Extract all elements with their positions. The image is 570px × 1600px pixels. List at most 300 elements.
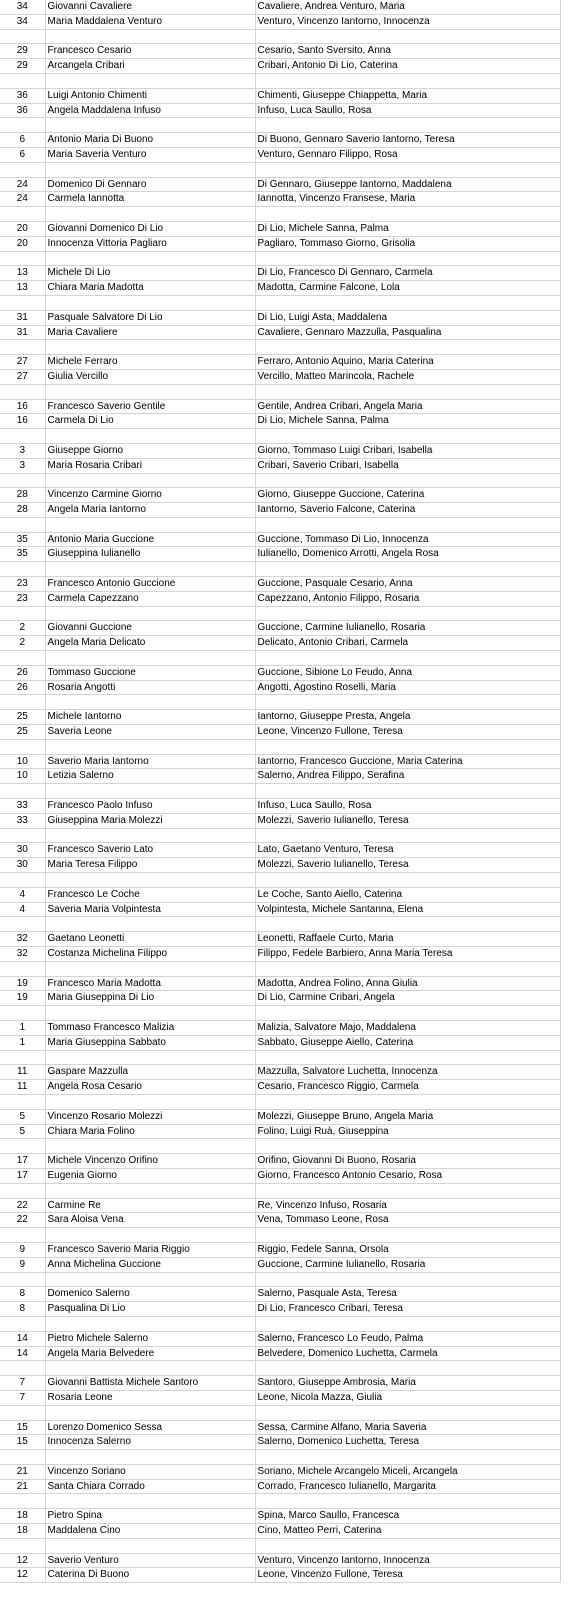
empty-cell <box>0 695 45 710</box>
parents-cell: Di Gennaro, Giuseppe Iantorno, Maddalena <box>255 177 560 192</box>
record-number-cell: 19 <box>0 991 45 1006</box>
parents-cell: Santoro, Giuseppe Ambrosia, Maria <box>255 1376 560 1391</box>
blank-separator-row <box>0 473 560 488</box>
table-row <box>0 932 560 947</box>
empty-cell <box>45 1538 255 1553</box>
record-number-cell: 32 <box>0 932 45 947</box>
parents-cell: Iantorno, Francesco Guccione, Maria Caterina <box>255 754 560 769</box>
parents-cell: Iantorno, Saverio Falcone, Caterina <box>255 503 560 518</box>
empty-cell <box>45 473 255 488</box>
parents-cell: Salerno, Francesco Lo Feudo, Palma <box>255 1331 560 1346</box>
empty-cell <box>45 1006 255 1021</box>
empty-cell <box>0 1538 45 1553</box>
empty-cell <box>0 651 45 666</box>
empty-cell <box>255 295 560 310</box>
parents-cell: Guccione, Carmine Iulianello, Rosaria <box>255 1257 560 1272</box>
record-number-cell: 12 <box>0 1568 45 1583</box>
parents-cell: Molezzi, Giuseppe Bruno, Angela Maria <box>255 1109 560 1124</box>
blank-separator-row <box>0 251 560 266</box>
table-row <box>0 1109 560 1124</box>
blank-separator-row <box>0 73 560 88</box>
record-number-cell: 35 <box>0 532 45 547</box>
spouse-name-cell: Maria Teresa Filippo <box>45 858 255 873</box>
table-row <box>0 1553 560 1568</box>
parents-cell: Venturo, Vincenzo Iantorno, Innocenza <box>255 1553 560 1568</box>
spouse-name-cell: Carmela Capezzano <box>45 591 255 606</box>
record-number-cell: 20 <box>0 236 45 251</box>
record-number-cell: 17 <box>0 1154 45 1169</box>
blank-separator-row <box>0 562 560 577</box>
parents-cell: Angotti, Agostino Roselli, Maria <box>255 680 560 695</box>
parents-cell: Corrado, Francesco Iulianello, Margarita <box>255 1479 560 1494</box>
empty-cell <box>255 1139 560 1154</box>
table-row <box>0 754 560 769</box>
parents-cell: Re, Vincenzo Infuso, Rosaria <box>255 1198 560 1213</box>
spouse-name-cell: Innocenza Vittoria Pagliaro <box>45 236 255 251</box>
spouse-name-cell: Carmine Re <box>45 1198 255 1213</box>
spouse-name-cell: Francesco Saverio Lato <box>45 843 255 858</box>
parents-cell: Mazzulla, Salvatore Luchetta, Innocenza <box>255 1065 560 1080</box>
table-row <box>0 103 560 118</box>
record-number-cell: 6 <box>0 147 45 162</box>
empty-cell <box>255 695 560 710</box>
record-number-cell: 29 <box>0 44 45 59</box>
table-row <box>0 1524 560 1539</box>
table-row <box>0 1331 560 1346</box>
table-row <box>0 813 560 828</box>
spouse-name-cell: Sara Aloisa Vena <box>45 1213 255 1228</box>
record-number-cell: 9 <box>0 1242 45 1257</box>
spouse-name-cell: Maria Cavaliere <box>45 325 255 340</box>
record-number-cell: 14 <box>0 1331 45 1346</box>
spouse-name-cell: Michele Vincenzo Orifino <box>45 1154 255 1169</box>
empty-cell <box>255 873 560 888</box>
empty-cell <box>255 1494 560 1509</box>
spouse-name-cell: Giovanni Domenico Di Lio <box>45 221 255 236</box>
empty-cell <box>255 1228 560 1243</box>
parents-cell: Cesario, Francesco Riggio, Carmela <box>255 1080 560 1095</box>
record-number-cell: 33 <box>0 799 45 814</box>
spouse-name-cell: Francesco Le Coche <box>45 887 255 902</box>
empty-cell <box>0 1139 45 1154</box>
record-number-cell: 7 <box>0 1390 45 1405</box>
empty-cell <box>255 1316 560 1331</box>
record-number-cell: 24 <box>0 177 45 192</box>
empty-cell <box>45 1494 255 1509</box>
parents-cell: Riggio, Fedele Sanna, Orsola <box>255 1242 560 1257</box>
empty-cell <box>45 517 255 532</box>
empty-cell <box>255 1361 560 1376</box>
blank-separator-row <box>0 828 560 843</box>
spouse-name-cell: Lorenzo Domenico Sessa <box>45 1420 255 1435</box>
parents-cell: Cino, Matteo Perri, Caterina <box>255 1524 560 1539</box>
record-number-cell: 2 <box>0 636 45 651</box>
spouse-name-cell: Saverio Maria Iantorno <box>45 754 255 769</box>
record-number-cell: 28 <box>0 503 45 518</box>
empty-cell <box>255 162 560 177</box>
empty-cell <box>45 1316 255 1331</box>
parents-cell: Molezzi, Saverio Iulianello, Teresa <box>255 813 560 828</box>
record-number-cell: 6 <box>0 133 45 148</box>
table-row <box>0 799 560 814</box>
record-number-cell: 11 <box>0 1065 45 1080</box>
empty-cell <box>0 1272 45 1287</box>
empty-cell <box>0 1183 45 1198</box>
table-row <box>0 1213 560 1228</box>
parents-cell: Guccione, Sibione Lo Feudo, Anna <box>255 665 560 680</box>
table-row <box>0 0 560 14</box>
record-number-cell: 17 <box>0 1168 45 1183</box>
parents-cell: Lato, Gaetano Venturo, Teresa <box>255 843 560 858</box>
empty-cell <box>45 695 255 710</box>
empty-cell <box>0 162 45 177</box>
table-row <box>0 1568 560 1583</box>
record-number-cell: 13 <box>0 266 45 281</box>
empty-cell <box>255 473 560 488</box>
empty-cell <box>45 29 255 44</box>
table-row <box>0 1124 560 1139</box>
parents-cell: Capezzano, Antonio Filippo, Rosaria <box>255 591 560 606</box>
table-row <box>0 1464 560 1479</box>
spouse-name-cell: Michele Iantorno <box>45 710 255 725</box>
blank-separator-row <box>0 207 560 222</box>
parents-cell: Venturo, Gennaro Filippo, Rosa <box>255 147 560 162</box>
table-row <box>0 680 560 695</box>
empty-cell <box>255 1006 560 1021</box>
blank-separator-row <box>0 1450 560 1465</box>
parents-cell: Guccione, Tommaso Di Lio, Innocenza <box>255 532 560 547</box>
empty-cell <box>0 1450 45 1465</box>
table-row <box>0 399 560 414</box>
parents-cell: Venturo, Vincenzo Iantorno, Innocenza <box>255 14 560 29</box>
record-number-cell: 26 <box>0 680 45 695</box>
record-number-cell: 12 <box>0 1553 45 1568</box>
parents-cell: Chimenti, Giuseppe Chiappetta, Maria <box>255 88 560 103</box>
spouse-name-cell: Innocenza Salerno <box>45 1435 255 1450</box>
parents-cell: Cribari, Saverio Cribari, Isabella <box>255 458 560 473</box>
spouse-name-cell: Tommaso Francesco Malizia <box>45 1020 255 1035</box>
parents-cell: Malizia, Salvatore Majo, Maddalena <box>255 1020 560 1035</box>
spouse-name-cell: Luigi Antonio Chimenti <box>45 88 255 103</box>
empty-cell <box>45 1050 255 1065</box>
table-row <box>0 221 560 236</box>
table-row <box>0 1168 560 1183</box>
parents-cell: Giorno, Francesco Antonio Cesario, Rosa <box>255 1168 560 1183</box>
spouse-name-cell: Francesco Paolo Infuso <box>45 799 255 814</box>
table-row <box>0 621 560 636</box>
empty-cell <box>255 207 560 222</box>
record-number-cell: 31 <box>0 310 45 325</box>
empty-cell <box>255 118 560 133</box>
blank-separator-row <box>0 651 560 666</box>
blank-separator-row <box>0 784 560 799</box>
empty-cell <box>255 1405 560 1420</box>
record-number-cell: 30 <box>0 858 45 873</box>
empty-cell <box>0 29 45 44</box>
table-row <box>0 843 560 858</box>
record-number-cell: 13 <box>0 281 45 296</box>
spouse-name-cell: Michele Di Lio <box>45 266 255 281</box>
record-number-cell: 10 <box>0 754 45 769</box>
spouse-name-cell: Santa Chiara Corrado <box>45 1479 255 1494</box>
spouse-name-cell: Pasquale Salvatore Di Lio <box>45 310 255 325</box>
parents-cell: Salerno, Andrea Filippo, Serafina <box>255 769 560 784</box>
spouse-name-cell: Giuseppina Iulianello <box>45 547 255 562</box>
empty-cell <box>0 1050 45 1065</box>
spouse-name-cell: Antonio Maria Di Buono <box>45 133 255 148</box>
record-number-cell: 16 <box>0 399 45 414</box>
table-row <box>0 1390 560 1405</box>
empty-cell <box>45 739 255 754</box>
table-row <box>0 1287 560 1302</box>
table-row <box>0 44 560 59</box>
empty-cell <box>255 562 560 577</box>
record-number-cell: 34 <box>0 14 45 29</box>
parents-cell: Salerno, Domenico Luchetta, Teresa <box>255 1435 560 1450</box>
table-row <box>0 769 560 784</box>
spouse-name-cell: Eugenia Giorno <box>45 1168 255 1183</box>
parents-cell: Pagliaro, Tommaso Giorno, Grisolia <box>255 236 560 251</box>
spouse-name-cell: Saverio Venturo <box>45 1553 255 1568</box>
empty-cell <box>0 1228 45 1243</box>
empty-cell <box>45 1405 255 1420</box>
empty-cell <box>0 1006 45 1021</box>
table-row <box>0 192 560 207</box>
parents-cell: Giorno, Giuseppe Guccione, Caterina <box>255 488 560 503</box>
table-row <box>0 355 560 370</box>
record-number-cell: 30 <box>0 843 45 858</box>
empty-cell <box>255 517 560 532</box>
empty-cell <box>0 917 45 932</box>
table-row <box>0 310 560 325</box>
table-row <box>0 991 560 1006</box>
record-number-cell: 1 <box>0 1020 45 1035</box>
empty-cell <box>0 1361 45 1376</box>
parents-cell: Le Coche, Santo Aiello, Caterina <box>255 887 560 902</box>
record-number-cell: 29 <box>0 59 45 74</box>
blank-separator-row <box>0 917 560 932</box>
spouse-name-cell: Francesco Cesario <box>45 44 255 59</box>
table-row <box>0 59 560 74</box>
spouse-name-cell: Rosaria Angotti <box>45 680 255 695</box>
empty-cell <box>45 207 255 222</box>
spouse-name-cell: Giuseppina Maria Molezzi <box>45 813 255 828</box>
empty-cell <box>0 1316 45 1331</box>
empty-cell <box>0 295 45 310</box>
table-row <box>0 1198 560 1213</box>
record-number-cell: 14 <box>0 1346 45 1361</box>
spouse-name-cell: Saveria Maria Volpintesta <box>45 902 255 917</box>
empty-cell <box>45 828 255 843</box>
spouse-name-cell: Angela Rosa Cesario <box>45 1080 255 1095</box>
parents-cell: Guccione, Carmine Iulianello, Rosaria <box>255 621 560 636</box>
blank-separator-row <box>0 1050 560 1065</box>
empty-cell <box>45 606 255 621</box>
table-row <box>0 1065 560 1080</box>
empty-cell <box>255 828 560 843</box>
record-number-cell: 19 <box>0 976 45 991</box>
empty-cell <box>45 384 255 399</box>
table-row <box>0 887 560 902</box>
parents-cell: Di Lio, Luigi Asta, Maddalena <box>255 310 560 325</box>
table-row <box>0 902 560 917</box>
empty-cell <box>45 162 255 177</box>
spouse-name-cell: Chiara Maria Madotta <box>45 281 255 296</box>
table-row <box>0 710 560 725</box>
blank-separator-row <box>0 606 560 621</box>
parents-cell: Di Lio, Michele Sanna, Palma <box>255 414 560 429</box>
parents-cell: Gentile, Andrea Cribari, Angela Maria <box>255 399 560 414</box>
record-number-cell: 9 <box>0 1257 45 1272</box>
parents-cell: Orifino, Giovanni Di Buono, Rosaria <box>255 1154 560 1169</box>
record-number-cell: 22 <box>0 1198 45 1213</box>
spouse-name-cell: Giovanni Cavaliere <box>45 0 255 14</box>
spouse-name-cell: Arcangela Cribari <box>45 59 255 74</box>
table-row <box>0 1509 560 1524</box>
parents-cell: Folino, Luigi Ruà, Giuseppina <box>255 1124 560 1139</box>
spouse-name-cell: Vincenzo Soriano <box>45 1464 255 1479</box>
parents-cell: Sabbato, Giuseppe Aiello, Caterina <box>255 1035 560 1050</box>
record-number-cell: 15 <box>0 1420 45 1435</box>
record-number-cell: 4 <box>0 887 45 902</box>
spouse-name-cell: Gaetano Leonetti <box>45 932 255 947</box>
empty-cell <box>45 1450 255 1465</box>
blank-separator-row <box>0 1272 560 1287</box>
blank-separator-row <box>0 1006 560 1021</box>
empty-cell <box>0 1494 45 1509</box>
record-number-cell: 23 <box>0 591 45 606</box>
spouse-name-cell: Letizia Salerno <box>45 769 255 784</box>
empty-cell <box>45 961 255 976</box>
parents-cell: Di Lio, Francesco Cribari, Teresa <box>255 1302 560 1317</box>
empty-cell <box>45 917 255 932</box>
blank-separator-row <box>0 118 560 133</box>
empty-cell <box>0 784 45 799</box>
empty-cell <box>255 651 560 666</box>
empty-cell <box>0 873 45 888</box>
table-row <box>0 1154 560 1169</box>
parents-cell: Infuso, Luca Saullo, Rosa <box>255 103 560 118</box>
record-number-cell: 2 <box>0 621 45 636</box>
empty-cell <box>45 118 255 133</box>
record-number-cell: 10 <box>0 769 45 784</box>
spouse-name-cell: Angela Maria Delicato <box>45 636 255 651</box>
record-number-cell: 5 <box>0 1109 45 1124</box>
record-number-cell: 15 <box>0 1435 45 1450</box>
parents-cell: Delicato, Antonio Cribari, Carmela <box>255 636 560 651</box>
table-row <box>0 414 560 429</box>
empty-cell <box>0 251 45 266</box>
record-number-cell: 35 <box>0 547 45 562</box>
spouse-name-cell: Giovanni Battista Michele Santoro <box>45 1376 255 1391</box>
empty-cell <box>45 340 255 355</box>
table-row <box>0 1020 560 1035</box>
record-number-cell: 24 <box>0 192 45 207</box>
blank-separator-row <box>0 384 560 399</box>
blank-separator-row <box>0 1094 560 1109</box>
spouse-name-cell: Anna Michelina Guccione <box>45 1257 255 1272</box>
table-row <box>0 1420 560 1435</box>
record-number-cell: 36 <box>0 103 45 118</box>
record-number-cell: 4 <box>0 902 45 917</box>
empty-cell <box>45 1094 255 1109</box>
spouse-name-cell: Domenico Salerno <box>45 1287 255 1302</box>
record-number-cell: 3 <box>0 443 45 458</box>
spouse-name-cell: Angela Maddalena Infuso <box>45 103 255 118</box>
empty-cell <box>255 784 560 799</box>
blank-separator-row <box>0 162 560 177</box>
record-number-cell: 5 <box>0 1124 45 1139</box>
empty-cell <box>255 251 560 266</box>
table-row <box>0 947 560 962</box>
table-row <box>0 976 560 991</box>
spouse-name-cell: Gaspare Mazzulla <box>45 1065 255 1080</box>
empty-cell <box>45 873 255 888</box>
table-row <box>0 725 560 740</box>
record-number-cell: 16 <box>0 414 45 429</box>
parents-cell: Salerno, Pasquale Asta, Teresa <box>255 1287 560 1302</box>
record-number-cell: 27 <box>0 355 45 370</box>
parents-cell: Belvedere, Domenico Luchetta, Carmela <box>255 1346 560 1361</box>
empty-cell <box>255 961 560 976</box>
blank-separator-row <box>0 1538 560 1553</box>
table-row <box>0 858 560 873</box>
spouse-name-cell: Francesco Saverio Gentile <box>45 399 255 414</box>
record-number-cell: 31 <box>0 325 45 340</box>
record-number-cell: 23 <box>0 577 45 592</box>
spouse-name-cell: Pietro Michele Salerno <box>45 1331 255 1346</box>
parents-cell: Vena, Tommaso Leone, Rosa <box>255 1213 560 1228</box>
empty-cell <box>255 1050 560 1065</box>
table-row <box>0 488 560 503</box>
empty-cell <box>0 1094 45 1109</box>
spouse-name-cell: Giuseppe Giorno <box>45 443 255 458</box>
empty-cell <box>0 429 45 444</box>
empty-cell <box>0 384 45 399</box>
blank-separator-row <box>0 429 560 444</box>
empty-cell <box>255 1183 560 1198</box>
table-row <box>0 1435 560 1450</box>
empty-cell <box>0 828 45 843</box>
parents-cell: Cribari, Antonio Di Lio, Caterina <box>255 59 560 74</box>
record-number-cell: 8 <box>0 1287 45 1302</box>
record-number-cell: 34 <box>0 0 45 14</box>
spouse-name-cell: Francesco Antonio Guccione <box>45 577 255 592</box>
blank-separator-row <box>0 517 560 532</box>
empty-cell <box>0 73 45 88</box>
table-row <box>0 1302 560 1317</box>
record-number-cell: 8 <box>0 1302 45 1317</box>
record-number-cell: 32 <box>0 947 45 962</box>
record-number-cell: 28 <box>0 488 45 503</box>
empty-cell <box>255 1272 560 1287</box>
record-number-cell: 22 <box>0 1213 45 1228</box>
spouse-name-cell: Vincenzo Rosario Molezzi <box>45 1109 255 1124</box>
empty-cell <box>255 739 560 754</box>
empty-cell <box>255 1450 560 1465</box>
empty-cell <box>45 73 255 88</box>
empty-cell <box>45 251 255 266</box>
empty-cell <box>0 961 45 976</box>
record-number-cell: 21 <box>0 1479 45 1494</box>
spouse-name-cell: Michele Ferraro <box>45 355 255 370</box>
blank-separator-row <box>0 340 560 355</box>
record-number-cell: 25 <box>0 725 45 740</box>
blank-separator-row <box>0 29 560 44</box>
record-number-cell: 18 <box>0 1509 45 1524</box>
spouse-name-cell: Antonio Maria Guccione <box>45 532 255 547</box>
record-number-cell: 27 <box>0 369 45 384</box>
